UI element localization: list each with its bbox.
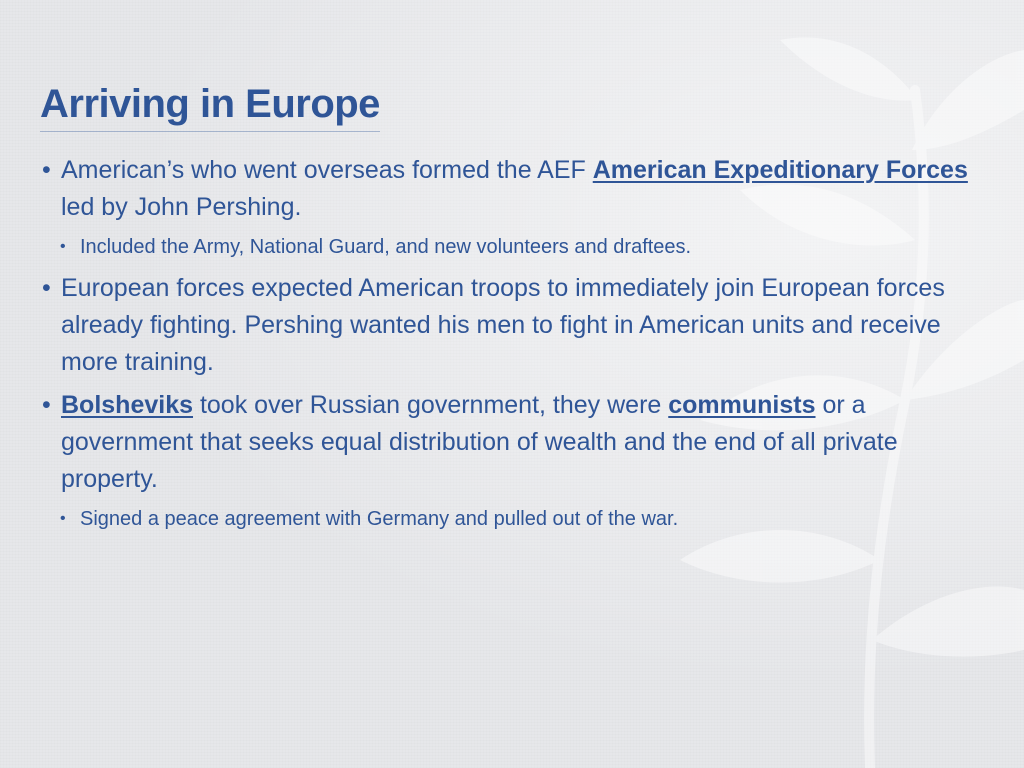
- keyword-bolsheviks: Bolsheviks: [61, 391, 194, 419]
- bullet-marker: •: [60, 510, 66, 527]
- bullet-marker: •: [42, 391, 51, 419]
- bullet-list: [42, 152, 982, 542]
- bullet-text: Signed a peace agreement with Germany and pulled out of the war.: [80, 508, 679, 530]
- bullet-bolsheviks: [42, 387, 982, 498]
- bullet-marker: •: [42, 156, 51, 184]
- bullet-text: or a government that seeks equal distribution of wealth and the end of all private property.: [61, 391, 898, 493]
- sub-bullet-peace-agreement: [42, 504, 982, 534]
- bullet-text: took over Russian government, they were: [193, 391, 669, 419]
- bullet-aef: [42, 152, 982, 226]
- bullet-european-expectations: [42, 270, 982, 381]
- bullet-text: Included the Army, National Guard, and new volunteers and draftees.: [80, 236, 692, 258]
- bullet-text: led by John Pershing.: [61, 193, 302, 221]
- bullet-text: European forces expected American troops to immediately join European forces already fighting. Pershing wanted his men to fight in American units and receive more training.: [61, 274, 945, 376]
- slide-title: Arriving in Europe: [40, 82, 380, 132]
- keyword-communists: communists: [668, 391, 816, 419]
- keyword-american-expeditionary-forces: American Expeditionary Forces: [592, 156, 968, 184]
- bullet-marker: •: [42, 274, 51, 302]
- bullet-marker: •: [60, 238, 66, 255]
- sub-bullet-aef-composition: [42, 232, 982, 262]
- bullet-text: American’s who went overseas formed the AEF: [61, 156, 593, 184]
